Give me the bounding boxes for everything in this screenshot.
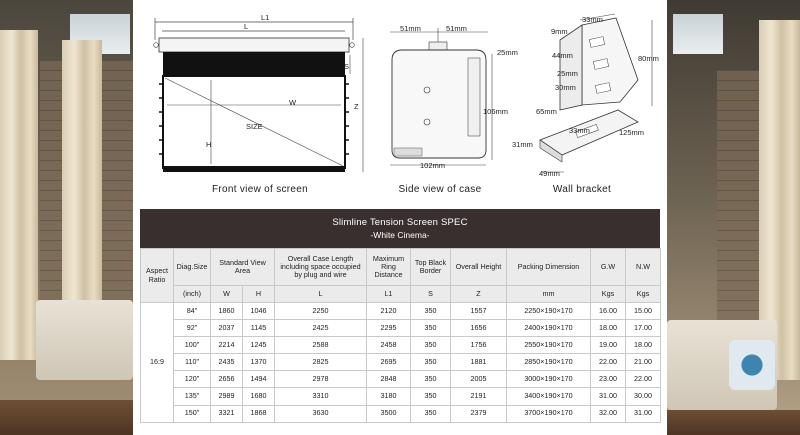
screen-case xyxy=(159,38,349,52)
cell-pack: 2850×190×170 xyxy=(507,354,591,371)
unit-l: L xyxy=(275,286,367,303)
cell-diag: 120" xyxy=(174,371,211,388)
front-view-diagram xyxy=(145,10,370,180)
cell-l: 3630 xyxy=(275,405,367,422)
s-label: S xyxy=(344,62,350,71)
table-row xyxy=(141,337,661,354)
unit-h: H xyxy=(243,286,275,303)
cell-nw: 30.00 xyxy=(626,388,661,405)
cell-s: 350 xyxy=(411,388,451,405)
bracket-height: 80mm xyxy=(638,54,659,63)
aspect-ratio-cell: 16:9 xyxy=(141,303,174,423)
cell-gw: 19.00 xyxy=(591,337,626,354)
cell-pack: 2250×190×170 xyxy=(507,303,591,320)
cell-w: 2989 xyxy=(211,388,243,405)
cell-l1: 2458 xyxy=(367,337,411,354)
spec-header xyxy=(140,209,660,248)
side-left-width: 51mm xyxy=(400,24,421,33)
cell-l1: 3180 xyxy=(367,388,411,405)
header-packing-dimension: Packing Dimension xyxy=(507,249,591,286)
cell-gw: 23.00 xyxy=(591,371,626,388)
side-view-caption: Side view of case xyxy=(398,184,482,195)
cell-w: 2435 xyxy=(211,354,243,371)
armchair xyxy=(36,300,133,380)
cell-l: 2825 xyxy=(275,354,367,371)
cell-s: 350 xyxy=(411,354,451,371)
cell-z: 1656 xyxy=(451,320,507,337)
cell-nw: 18.00 xyxy=(626,337,661,354)
cell-l: 2250 xyxy=(275,303,367,320)
cell-s: 350 xyxy=(411,337,451,354)
cell-z: 1557 xyxy=(451,303,507,320)
header-standard-view-area: Standard View Area xyxy=(211,249,275,286)
cell-pack: 2400×190×170 xyxy=(507,320,591,337)
table-row xyxy=(141,405,661,422)
cell-pack: 3000×190×170 xyxy=(507,371,591,388)
cell-nw: 17.00 xyxy=(626,320,661,337)
cell-nw: 31.00 xyxy=(626,405,661,422)
spec-table-section xyxy=(140,209,660,423)
side-top-height: 25mm xyxy=(497,48,518,57)
bracket-a: 9mm xyxy=(551,27,568,36)
cell-l1: 2295 xyxy=(367,320,411,337)
cell-w: 2656 xyxy=(211,371,243,388)
bracket-i: 49mm xyxy=(539,169,560,178)
cell-gw: 22.00 xyxy=(591,354,626,371)
unit-w: W xyxy=(211,286,243,303)
side-bottom-width: 102mm xyxy=(420,161,446,170)
cell-s: 350 xyxy=(411,405,451,422)
header-nw: N.W xyxy=(626,249,661,286)
bracket-f: 33mm xyxy=(569,126,590,135)
cell-h: 1245 xyxy=(243,337,275,354)
header-diag-size: Diag.Size xyxy=(174,249,211,286)
cell-w: 3321 xyxy=(211,405,243,422)
cell-gw: 16.00 xyxy=(591,303,626,320)
cell-w: 2037 xyxy=(211,320,243,337)
unit-nw: Kgs xyxy=(626,286,661,303)
cell-h: 1046 xyxy=(243,303,275,320)
coral-pillow xyxy=(729,340,775,390)
unit-s: S xyxy=(411,286,451,303)
cell-z: 2379 xyxy=(451,405,507,422)
h-label: H xyxy=(206,140,212,149)
cell-w: 2214 xyxy=(211,337,243,354)
header-overall-case-length: Overall Case Length including space occupied by plug and wire xyxy=(275,249,367,286)
table-units-row xyxy=(141,286,661,303)
cell-h: 1145 xyxy=(243,320,275,337)
table-row xyxy=(141,320,661,337)
cell-nw: 15.00 xyxy=(626,303,661,320)
cell-h: 1868 xyxy=(243,405,275,422)
cell-w: 1860 xyxy=(211,303,243,320)
cell-l: 2588 xyxy=(275,337,367,354)
table-header-row xyxy=(141,249,661,286)
bracket-c: 25mm xyxy=(557,69,578,78)
floor xyxy=(667,410,800,435)
cell-z: 1756 xyxy=(451,337,507,354)
cell-l1: 2120 xyxy=(367,303,411,320)
left-room-photo xyxy=(0,0,133,435)
l1-label: L1 xyxy=(261,13,270,22)
cell-diag: 110" xyxy=(174,354,211,371)
cell-l: 2978 xyxy=(275,371,367,388)
cell-pack: 3400×190×170 xyxy=(507,388,591,405)
cell-nw: 21.00 xyxy=(626,354,661,371)
cell-l: 3310 xyxy=(275,388,367,405)
cell-s: 350 xyxy=(411,320,451,337)
cell-l1: 2848 xyxy=(367,371,411,388)
spec-subtitle: -White Cinema- xyxy=(370,230,430,240)
z-label: Z xyxy=(354,102,359,111)
cell-pack: 2550×190×170 xyxy=(507,337,591,354)
l-label: L xyxy=(244,22,249,31)
header-top-black-border: Top Black Border xyxy=(411,249,451,286)
cell-diag: 150" xyxy=(174,405,211,422)
header-overall-height: Overall Height xyxy=(451,249,507,286)
cell-nw: 22.00 xyxy=(626,371,661,388)
side-height: 106mm xyxy=(483,107,509,116)
curtain-right xyxy=(62,40,102,340)
cell-gw: 32.00 xyxy=(591,405,626,422)
cell-pack: 3700×190×170 xyxy=(507,405,591,422)
floor xyxy=(0,400,133,435)
table-row xyxy=(141,388,661,405)
wall-bracket-diagram xyxy=(520,10,665,180)
w-label: W xyxy=(289,98,297,107)
unit-gw: Kgs xyxy=(591,286,626,303)
size-label: SIZE xyxy=(246,122,263,131)
unit-z: Z xyxy=(451,286,507,303)
cell-z: 2005 xyxy=(451,371,507,388)
cell-l1: 3500 xyxy=(367,405,411,422)
unit-packing: mm xyxy=(507,286,591,303)
cell-diag: 100" xyxy=(174,337,211,354)
right-room-photo xyxy=(667,0,800,435)
cell-l1: 2695 xyxy=(367,354,411,371)
cell-gw: 18.00 xyxy=(591,320,626,337)
cell-h: 1494 xyxy=(243,371,275,388)
bracket-e: 65mm xyxy=(536,107,557,116)
wall-bracket-caption: Wall bracket xyxy=(552,184,612,195)
bracket-top: 33mm xyxy=(582,15,603,24)
cell-diag: 84" xyxy=(174,303,211,320)
front-view-caption: Front view of screen xyxy=(211,184,309,195)
curtain-left xyxy=(0,30,38,360)
cell-h: 1370 xyxy=(243,354,275,371)
table-row xyxy=(141,371,661,388)
bracket-b: 44mm xyxy=(552,51,573,60)
bracket-g: 125mm xyxy=(619,128,645,137)
window xyxy=(673,14,723,54)
table-row xyxy=(141,303,661,320)
cell-diag: 135" xyxy=(174,388,211,405)
cell-s: 350 xyxy=(411,371,451,388)
cell-h: 1680 xyxy=(243,388,275,405)
spec-title: Slimline Tension Screen SPEC xyxy=(332,217,468,228)
side-right-width: 51mm xyxy=(446,24,467,33)
cell-diag: 92" xyxy=(174,320,211,337)
unit-l1: L1 xyxy=(367,286,411,303)
unit-diag: (inch) xyxy=(174,286,211,303)
bracket-d: 30mm xyxy=(555,83,576,92)
top-black-border xyxy=(163,52,345,76)
cell-z: 1881 xyxy=(451,354,507,371)
bracket-h: 31mm xyxy=(512,140,533,149)
cell-gw: 31.00 xyxy=(591,388,626,405)
table-row xyxy=(141,354,661,371)
spec-table xyxy=(140,248,661,423)
side-view-diagram xyxy=(380,20,510,170)
header-gw: G.W xyxy=(591,249,626,286)
cell-s: 350 xyxy=(411,303,451,320)
cell-l: 2425 xyxy=(275,320,367,337)
cell-z: 2191 xyxy=(451,388,507,405)
header-aspect-ratio: Aspect Ratio xyxy=(141,249,174,303)
header-max-ring-distance: Maximum Ring Distance xyxy=(367,249,411,286)
